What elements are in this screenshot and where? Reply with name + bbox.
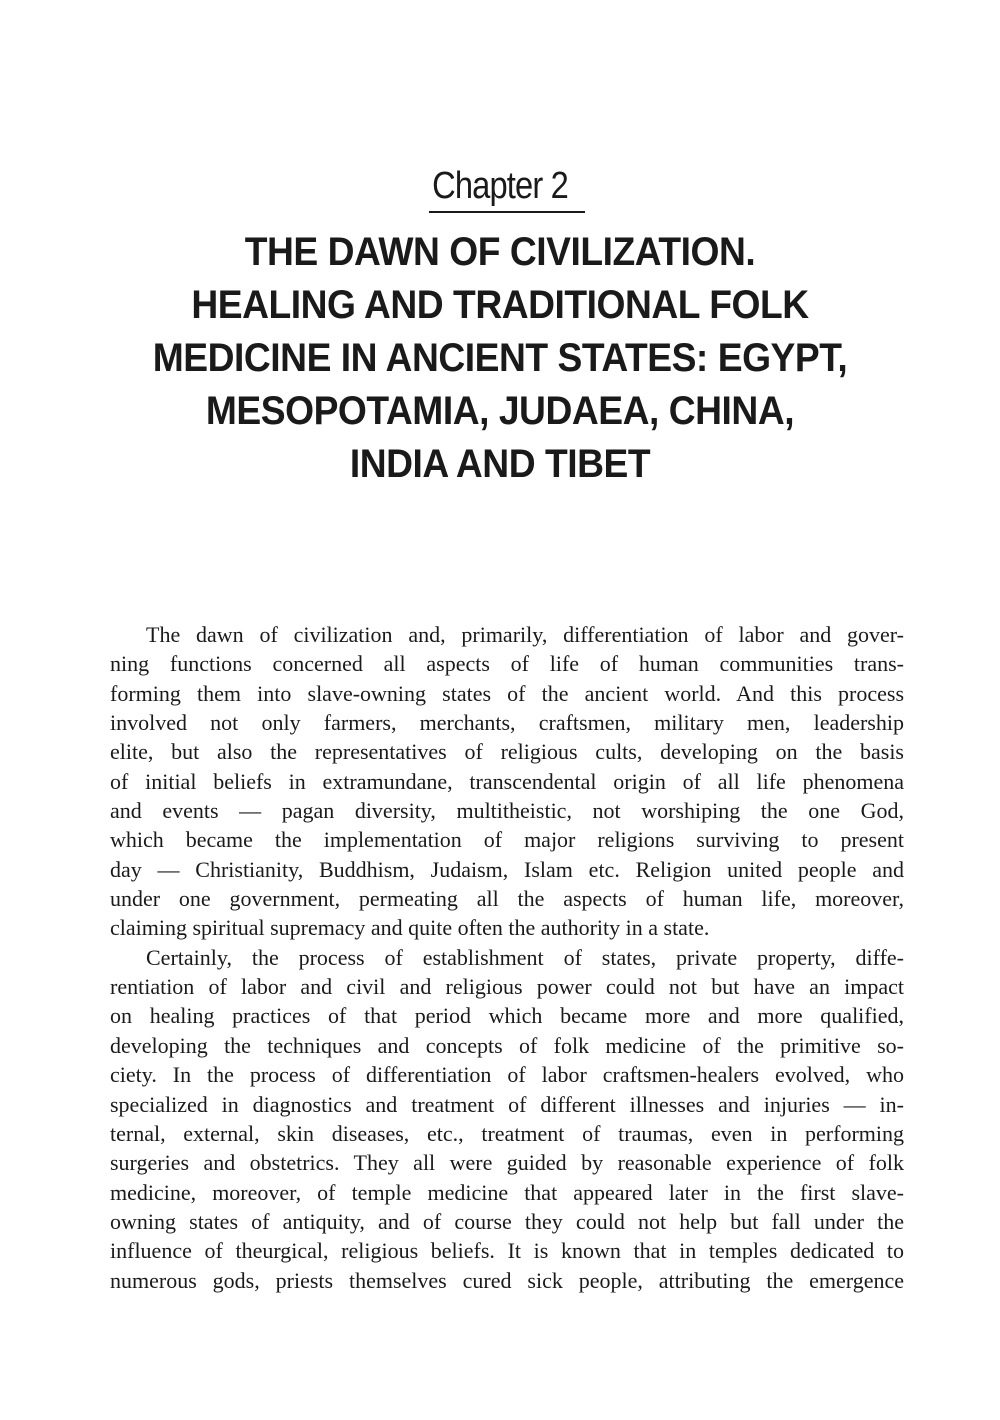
chapter-title-line: MESOPOTAMIA, JUDAEA, CHINA, (205, 389, 795, 433)
text-line: ciety. In the process of differentiation of labor craftsmen-healers evolved, who (110, 1062, 904, 1088)
text-line: medicine, moreover, of temple medicine that appeared later in the first slave- (110, 1179, 904, 1205)
chapter-label: Chapter 2 (432, 165, 568, 207)
chapter-title-line: THE DAWN OF CIVILIZATION. (244, 230, 756, 274)
text-line: and events — pagan diversity, multitheistic, not worshiping the one God, (110, 798, 904, 824)
text-line: under one government, permeating all the aspects of human life, moreover, (110, 886, 904, 912)
text-line: of initial beliefs in extramundane, transcendental origin of all life phenomena (110, 768, 904, 794)
text-line: owning states of antiquity, and of course they could not help but fall under the (110, 1208, 904, 1234)
chapter-title-line: HEALING AND TRADITIONAL FOLK (191, 283, 809, 327)
chapter-underline (429, 211, 585, 213)
text-line: claiming spiritual supremacy and quite often the authority in a state. (110, 915, 710, 941)
body-text (110, 620, 904, 1295)
chapter-title-line: MEDICINE IN ANCIENT STATES: EGYPT, (152, 336, 848, 380)
text-line: surgeries and obstetrics. They all were guided by reasonable experience of folk (110, 1150, 904, 1176)
text-line: numerous gods, priests themselves cured sick people, attributing the emergence (110, 1267, 904, 1293)
text-line: which became the implementation of major religions surviving to present (110, 827, 904, 853)
text-line: rentiation of labor and civil and religious power could not but have an impact (110, 974, 904, 1000)
text-line: forming them into slave-owning states of the ancient world. And this process (110, 680, 904, 706)
chapter-title (128, 226, 872, 491)
text-line: ternal, external, skin diseases, etc., treatment of traumas, even in performing (110, 1120, 904, 1146)
paragraph-2 (110, 943, 904, 1295)
text-line: specialized in diagnostics and treatment of different illnesses and injuries — in- (110, 1091, 904, 1117)
text-line: ning functions concerned all aspects of life of human communities trans- (110, 651, 904, 677)
paragraph-1 (110, 620, 904, 943)
text-line: on healing practices of that period which became more and more qualified, (110, 1003, 904, 1029)
text-line: Certainly, the process of establishment of states, private property, diffe- (146, 944, 904, 970)
text-line: involved not only farmers, merchants, craftsmen, military men, leadership (110, 710, 904, 736)
chapter-title-line: INDIA AND TIBET (349, 442, 651, 486)
text-line: developing the techniques and concepts of folk medicine of the primitive so- (110, 1032, 904, 1058)
text-line: influence of theurgical, religious beliefs. It is known that in temples dedicated to (110, 1238, 904, 1264)
text-line: day — Christianity, Buddhism, Judaism, Islam etc. Religion united people and (110, 856, 904, 882)
text-line: The dawn of civilization and, primarily, differentiation of labor and gover- (146, 622, 904, 647)
text-line: elite, but also the representatives of religious cults, developing on the basis (110, 739, 904, 765)
